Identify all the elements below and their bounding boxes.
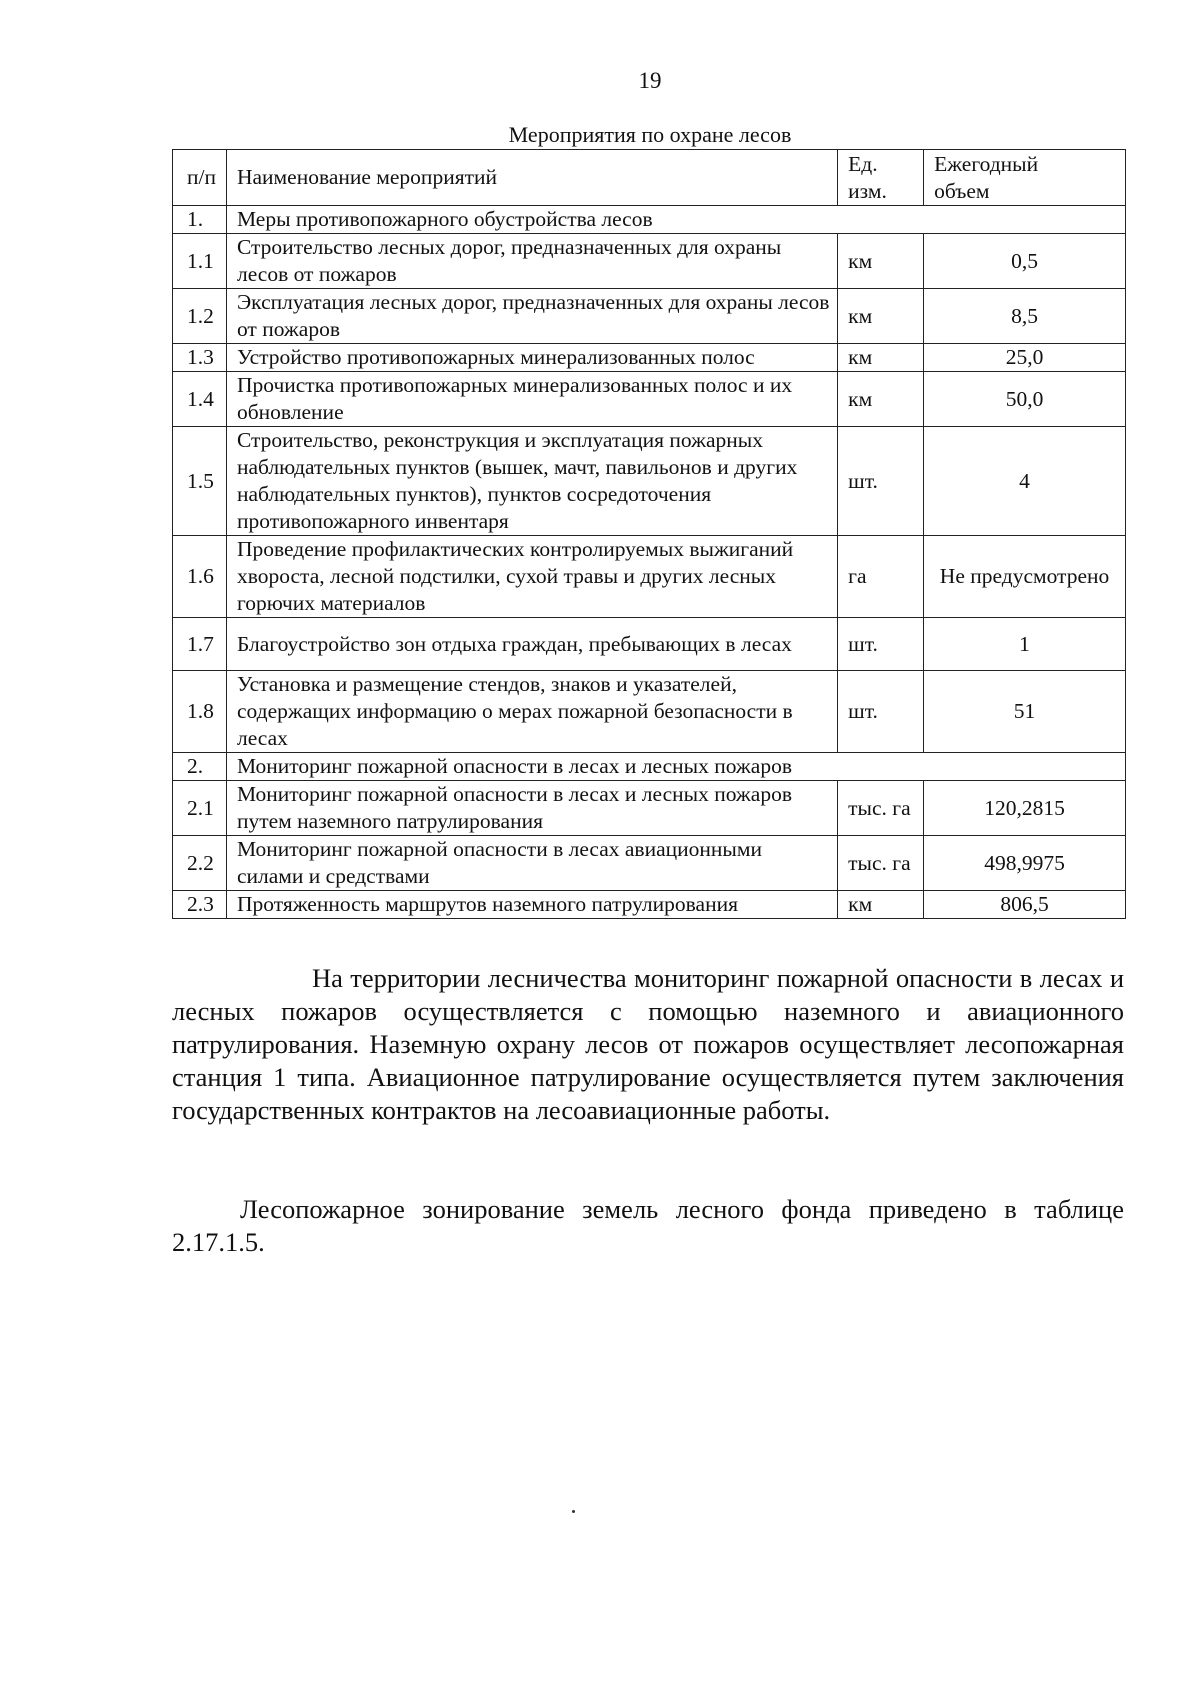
header-unit <box>838 150 924 206</box>
row-unit: тыс. га <box>838 781 924 836</box>
row-volume: 51 <box>924 671 1126 753</box>
row-name: Прочистка противопожарных минерализованных полос и их обновление <box>226 372 837 427</box>
row-num: 1.6 <box>173 536 227 618</box>
section-title: Меры противопожарного обустройства лесов <box>226 206 1125 234</box>
row-unit: км <box>838 234 924 289</box>
measures-table <box>172 149 1126 919</box>
row-volume: 0,5 <box>924 234 1126 289</box>
row-name: Проведение профилактических контролируемых выжиганий хвороста, лесной подстилки, сухой травы и других лесных горючих материалов <box>226 536 837 618</box>
row-unit: га <box>838 536 924 618</box>
header-name: Наименование мероприятий <box>226 150 837 206</box>
row-volume: 120,2815 <box>924 781 1126 836</box>
row-name: Мониторинг пожарной опасности в лесах и лесных пожаров путем наземного патрулирования <box>226 781 837 836</box>
row-volume: 50,0 <box>924 372 1126 427</box>
table-row <box>173 536 1126 618</box>
row-name: Строительство, реконструкция и эксплуатация пожарных наблюдательных пунктов (вышек, мачт, павильонов и других наблюдательных пунктов), пунктов сосредоточения противопожарного инвентаря <box>226 427 837 536</box>
row-num: 1.2 <box>173 289 227 344</box>
row-num: 2. <box>173 753 227 781</box>
row-num: 1.4 <box>173 372 227 427</box>
header-unit-line1: Ед. <box>848 151 878 176</box>
table-row <box>173 234 1126 289</box>
table-row <box>173 836 1126 891</box>
section-row <box>173 753 1126 781</box>
row-volume: 498,9975 <box>924 836 1126 891</box>
table-row <box>173 618 1126 671</box>
table-header-row <box>173 150 1126 206</box>
row-name: Эксплуатация лесных дорог, предназначенных для охраны лесов от пожаров <box>226 289 837 344</box>
paragraph-zoning: Лесопожарное зонирование земель лесного фонда приведено в таблице 2.17.1.5. <box>172 1194 1124 1257</box>
paragraph-monitoring: На территории лесничества мониторинг пожарной опасности в лесах и лесных пожаров осуществляется с помощью наземного и авиационного патрулирования. Наземную охрану лесов от пожаров осуществляет лесопожарная станция 1 типа. Авиационное патрулирование осуществляется путем заключения государственных контрактов на лесоавиационные работы. <box>172 963 1124 1125</box>
header-volume-line2: объем <box>934 178 990 203</box>
header-volume <box>924 150 1126 206</box>
header-unit-line2: изм. <box>848 178 887 203</box>
row-volume: 4 <box>924 427 1126 536</box>
row-num: 2.1 <box>173 781 227 836</box>
row-num: 2.3 <box>173 891 227 919</box>
row-num: 1.8 <box>173 671 227 753</box>
row-unit: км <box>838 891 924 919</box>
row-unit: шт. <box>838 427 924 536</box>
table-row <box>173 671 1126 753</box>
row-unit: км <box>838 289 924 344</box>
row-num: 2.2 <box>173 836 227 891</box>
row-volume: 1 <box>924 618 1126 671</box>
table-row <box>173 891 1126 919</box>
table-body <box>173 206 1126 919</box>
row-num: 1.3 <box>173 344 227 372</box>
table-title: Мероприятия по охране лесов <box>508 122 792 147</box>
row-unit: км <box>838 344 924 372</box>
table-row <box>173 289 1126 344</box>
table-row <box>173 781 1126 836</box>
row-num: 1.1 <box>173 234 227 289</box>
row-num: 1.5 <box>173 427 227 536</box>
row-volume: Не предусмотрено <box>924 536 1126 618</box>
section-title: Мониторинг пожарной опасности в лесах и лесных пожаров <box>226 753 1125 781</box>
row-name: Благоустройство зон отдыха граждан, пребывающих в лесах <box>226 618 837 671</box>
row-unit: шт. <box>838 618 924 671</box>
row-name: Установка и размещение стендов, знаков и указателей, содержащих информацию о мерах пожарной безопасности в лесах <box>226 671 837 753</box>
page-number: 19 <box>638 68 662 93</box>
row-unit: шт. <box>838 671 924 753</box>
row-unit: тыс. га <box>838 836 924 891</box>
row-num: 1.7 <box>173 618 227 671</box>
row-volume: 25,0 <box>924 344 1126 372</box>
table-row <box>173 372 1126 427</box>
section-row <box>173 206 1126 234</box>
row-volume: 806,5 <box>924 891 1126 919</box>
row-name: Мониторинг пожарной опасности в лесах авиационными силами и средствами <box>226 836 837 891</box>
scan-dot <box>572 1510 575 1513</box>
header-num: п/п <box>173 150 227 206</box>
table-row <box>173 427 1126 536</box>
row-name: Строительство лесных дорог, предназначенных для охраны лесов от пожаров <box>226 234 837 289</box>
header-volume-line1: Ежегодный <box>934 151 1039 176</box>
table-row <box>173 344 1126 372</box>
row-name: Протяженность маршрутов наземного патрулирования <box>226 891 837 919</box>
row-name: Устройство противопожарных минерализованных полос <box>226 344 837 372</box>
row-unit: км <box>838 372 924 427</box>
row-volume: 8,5 <box>924 289 1126 344</box>
row-num: 1. <box>173 206 227 234</box>
